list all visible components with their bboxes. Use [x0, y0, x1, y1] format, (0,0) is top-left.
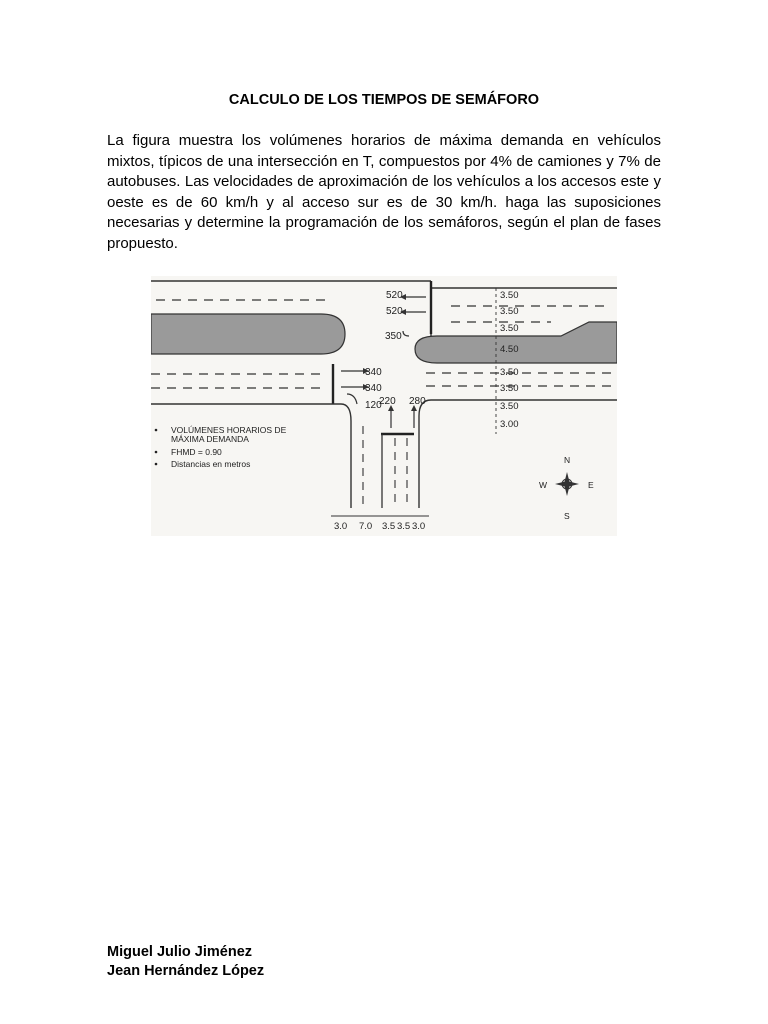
- compass-north: N: [564, 455, 571, 465]
- volume-340-upper: 340: [365, 367, 382, 378]
- west-median: [151, 314, 345, 354]
- lane-width: 3.0: [334, 521, 348, 532]
- volume-520-lower: 520: [386, 306, 403, 317]
- lane-width: 3.50: [500, 401, 519, 412]
- lane-width: 3.50: [500, 306, 519, 317]
- author-name: Miguel Julio Jiménez: [107, 944, 253, 960]
- compass-south: S: [564, 511, 570, 521]
- lane-width: 3.0: [412, 521, 426, 532]
- legend-line-3: FHMD = 0.90: [171, 447, 222, 457]
- lane-width: 3.5: [382, 521, 396, 532]
- volume-280: 280: [409, 396, 426, 407]
- lane-width: 3.50: [500, 290, 519, 301]
- compass-west: W: [539, 480, 548, 490]
- lane-width: 3.00: [500, 419, 519, 430]
- figure-legend: [155, 425, 287, 469]
- legend-line-1: VOLÚMENES HORARIOS DE: [171, 425, 287, 435]
- lane-width: 7.0: [359, 521, 373, 532]
- volume-220: 220: [379, 396, 396, 407]
- lane-width: 3.50: [500, 367, 519, 378]
- legend-line-4: Distancias en metros: [171, 459, 251, 469]
- page-title: CALCULO DE LOS TIEMPOS DE SEMÁFORO: [228, 92, 540, 108]
- intersection-figure: [151, 276, 617, 536]
- volume-120: 120: [365, 400, 382, 411]
- lane-width: 3.5: [397, 521, 411, 532]
- lane-width: 3.50: [500, 323, 519, 334]
- volume-350: 350: [385, 331, 402, 342]
- author-name: Jean Hernández López: [107, 963, 265, 979]
- lane-width: 3.50: [500, 383, 519, 394]
- compass-icon: [539, 455, 594, 521]
- authors-block: [107, 943, 264, 981]
- lane-width: 4.50: [500, 344, 519, 355]
- problem-statement: La figura muestra los volúmenes horarios de máxima demanda en vehículos mixtos, típicos de una intersección en T, compuestos por 4% de camiones y 7% de autobuses. Las velocidades de aproximación de los vehículos a los accesos este y oeste es de 60 km/h y al acceso sur es de 30 km/h. haga las suposiciones necesarias y determine la programación de los semáforos, según el plan de fases propuesto.: [107, 132, 661, 252]
- volume-340-lower: 340: [365, 383, 382, 394]
- legend-line-2: MÁXIMA DEMANDA: [171, 434, 249, 444]
- compass-east: E: [588, 480, 594, 490]
- south-lane-widths: [334, 521, 425, 532]
- volume-520-upper: 520: [386, 290, 403, 301]
